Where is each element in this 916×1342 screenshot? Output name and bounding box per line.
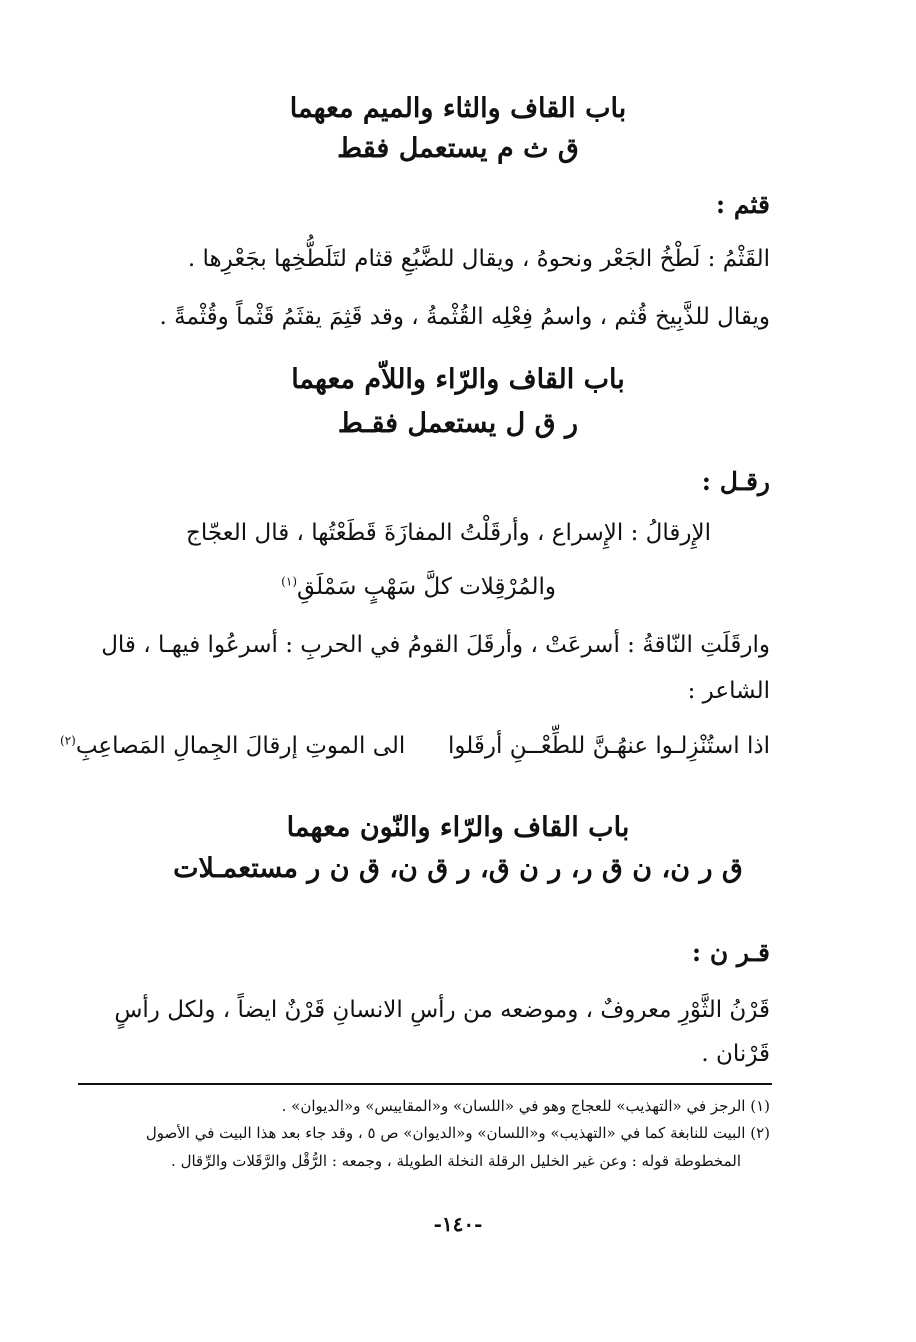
footnote-2-line-2: المخطوطة قوله : وعن غير الخليل الرقلة النخلة الطويلة ، وجمعه : الرُّقْل والرَّقَلات والرِّقال . (171, 1152, 741, 1170)
entry-qrn-line-2: قَرْنان . (701, 1041, 770, 1067)
entry-rql-line-1: الإِرقالُ : الإِسراع ، وأرقَلْتُ المفازَةَ قَطَعْتُها ، قال العجّاج (185, 520, 711, 546)
footnote-2-line-1: (٢) البيت للنابغة كما في «التهذيب» و«اللسان» و«الديوان» ص ٥ ، وقد جاء بعد هذا البيت في الأصول (145, 1124, 770, 1142)
entry-qtm-line-2: ويقال للذَّبِيخ قُثم ، واسمُ فِعْلِه القُثْمةُ ، وقد قَثِمَ يقثَمُ قَثْماً وقُثْمةً . (159, 304, 770, 330)
footnote-divider (78, 1083, 772, 1085)
rajaz-verse-text: والمُرْقِلات كلَّ سَهْبٍ سَمْلَقِ (297, 574, 556, 600)
page-number: -١٤٠- (433, 1212, 483, 1236)
section-title-qaf-tha-mim: باب القاف والثاء والميم معهما (289, 93, 627, 124)
poem-hemistich-left (60, 733, 405, 759)
rajaz-verse (281, 574, 556, 600)
entry-rql-line-3: الشاعر : (687, 678, 770, 704)
section-title-qaf-ra-nun: باب القاف والرّاء والنّون معهما (286, 812, 630, 843)
poem-hemistich-left-text: الى الموتِ إرقالَ الجِمالِ المَصاعِبِ (75, 733, 406, 759)
entry-qrn-line-1: قَرْنُ الثَّوْرِ معروفٌ ، وموضعه من رأسِ الانسانِ قَرْنٌ ايضاً ، ولكل رأسٍ (114, 997, 770, 1023)
entry-rql-line-2: وارقَلَتِ النّاقةُ : أسرعَتْ ، وأرقَلَ القومُ في الحربِ : أسرعُوا فيهـا ، قال (101, 632, 770, 658)
footnote-ref-2: (٢) (60, 733, 76, 748)
footnote-ref-1: (١) (281, 574, 297, 589)
poem-hemistich-right: اذا استُنْزِلـوا عنهُـنَّ للطِّعْــنِ أرقَلوا (448, 733, 770, 759)
section-subtitle-qaf-tha-mim: ق ث م يستعمل فقط (337, 133, 579, 164)
section-title-qaf-ra-lam: باب القاف والرّاء واللاّم معهما (291, 364, 625, 395)
entry-head-rql: رقـل : (701, 467, 770, 496)
section-subtitle-qaf-ra-lam: ر ق ل يستعمل فقـط (337, 408, 579, 439)
entry-head-qrn: قـر ن : (691, 938, 770, 967)
footnote-1: (١) الرجز في «التهذيب» للعجاج وهو في «اللسان» و«المقاييس» و«الديوان» . (281, 1097, 770, 1115)
section-subtitle-qaf-ra-nun: ق ر ن، ن ق ر، ر ن ق، ر ق ن، ق ن ر مستعمـلات (173, 853, 743, 884)
entry-head-qtm: قثم : (715, 190, 770, 219)
entry-qtm-line-1: القَثْمُ : لَطْخُ الجَعْر ونحوهُ ، ويقال للضَّبُعِ قثام لتَلَطُّخِها بجَعْرِها . (187, 246, 770, 272)
